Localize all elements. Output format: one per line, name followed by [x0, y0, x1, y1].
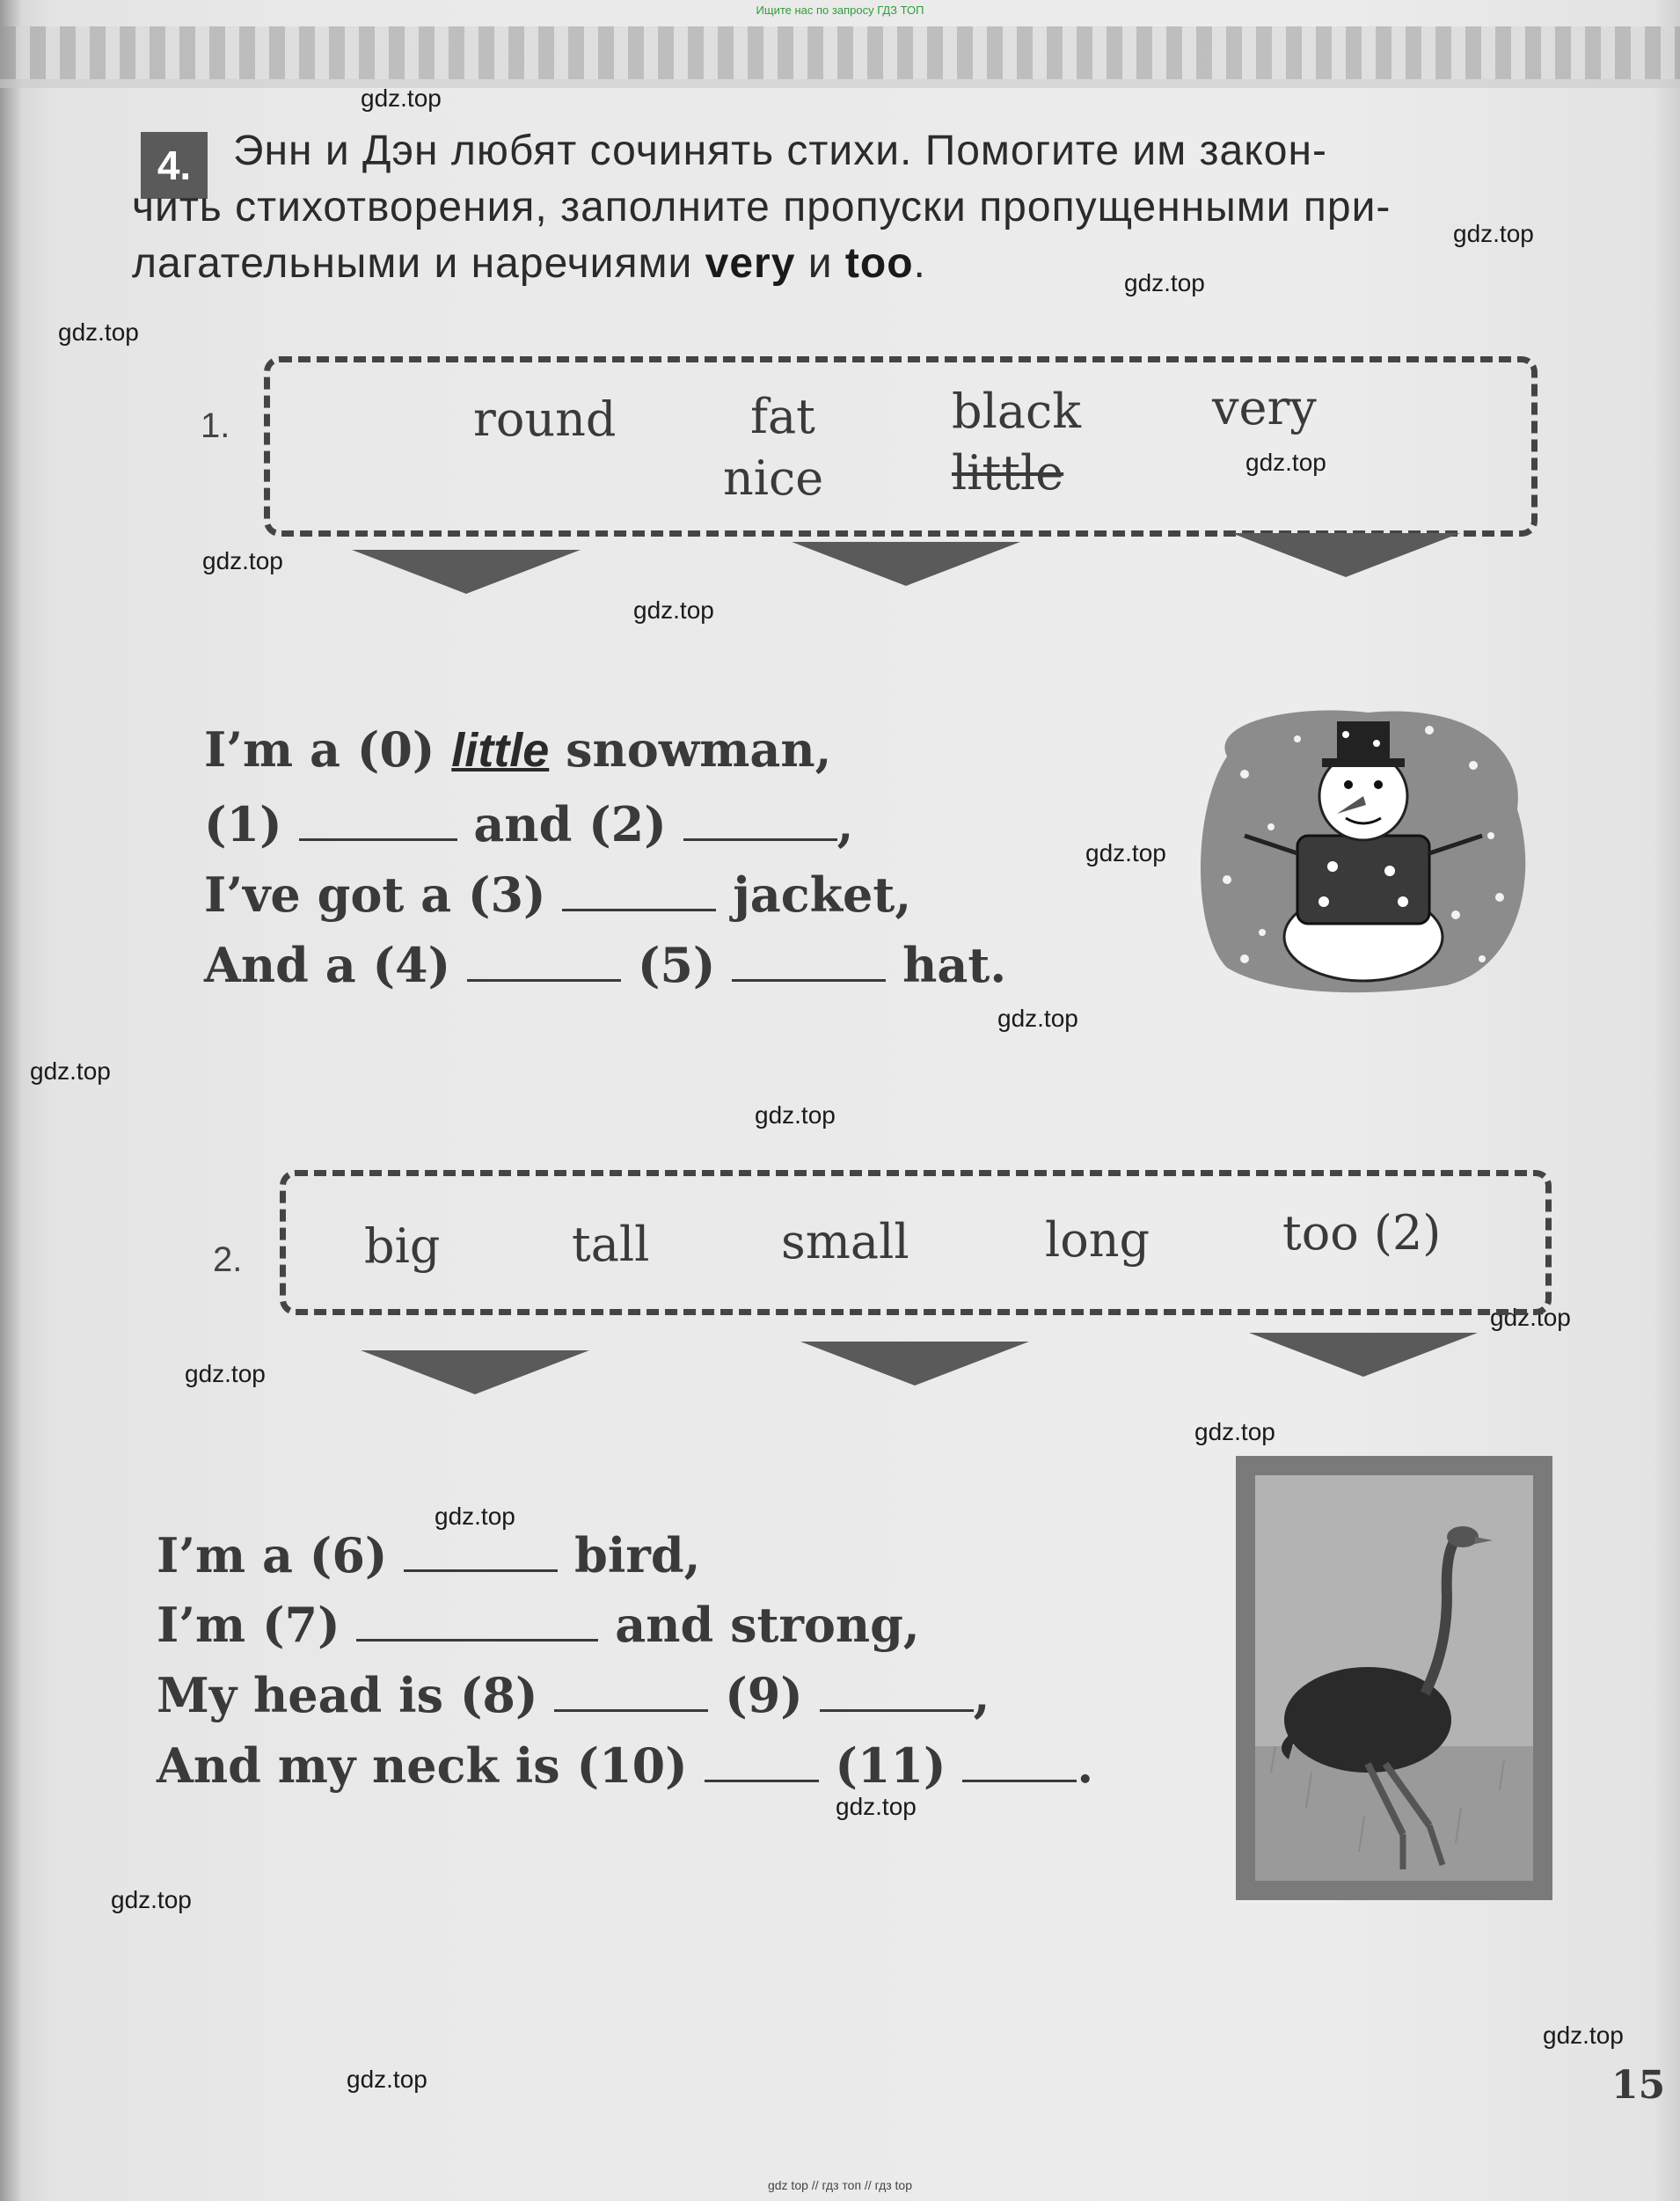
down-arrow-icon: [792, 542, 1020, 586]
task-line-1: Энн и Дэн любят сочинять стихи. Помогите им закон-: [233, 128, 1327, 174]
poem-text: And a (4): [204, 937, 451, 993]
watermark: gdz.top: [633, 596, 714, 624]
poem-1-line-4: [204, 937, 1006, 993]
task-line-3-text: лагательными и наречиями: [132, 240, 693, 287]
watermark: gdz.top: [1124, 269, 1205, 296]
task-number-badge: 4.: [141, 132, 208, 199]
poem-text: And my neck is (10): [157, 1737, 688, 1794]
answer-blank-8[interactable]: [554, 1674, 708, 1712]
watermark: gdz.top: [185, 1360, 266, 1387]
answer-blank-5[interactable]: [732, 944, 886, 982]
box-2-word: tall: [572, 1217, 650, 1272]
answer-blank-4[interactable]: [467, 944, 621, 982]
poem-text: (9): [725, 1667, 803, 1723]
footer-links[interactable]: gdz top // гдз топ // гдз top: [767, 2178, 913, 2192]
watermark: gdz.top: [1245, 449, 1326, 476]
box-1-number: 1.: [201, 406, 230, 445]
down-arrow-icon: [800, 1342, 1029, 1386]
watermark: gdz.top: [1085, 839, 1166, 867]
poem-text: bird,: [574, 1527, 701, 1583]
poem-text: I’m a (0): [204, 721, 435, 778]
box-1-crossed-word: little: [952, 445, 1064, 501]
watermark: gdz.top: [1490, 1304, 1571, 1331]
poem-text: .: [1077, 1737, 1094, 1794]
watermark: gdz.top: [30, 1057, 111, 1085]
filled-answer: little: [451, 724, 550, 777]
poem-text: and strong,: [615, 1597, 920, 1653]
box-2-word: long: [1045, 1212, 1150, 1268]
box-1-word: round: [473, 391, 617, 447]
poem-text: ,: [836, 796, 854, 852]
watermark: gdz.top: [111, 1886, 192, 1913]
task-line-3: [132, 236, 926, 292]
poem-text: and (2): [473, 796, 667, 852]
box-1-word: black: [952, 384, 1081, 439]
poem-text: I’m (7): [157, 1597, 340, 1653]
watermark: gdz.top: [361, 84, 442, 112]
poem-text: (5): [637, 937, 716, 993]
answer-blank-6[interactable]: [404, 1534, 558, 1572]
down-arrow-icon: [352, 550, 581, 594]
decorative-header-strip: [0, 26, 1680, 79]
box-2-word: too (2): [1282, 1205, 1442, 1261]
watermark: gdz.top: [347, 2066, 427, 2093]
box-1-word: fat: [750, 389, 815, 444]
watermark: gdz.top: [202, 547, 283, 574]
watermark: gdz.top: [997, 1005, 1078, 1032]
watermark: gdz.top: [836, 1793, 917, 1820]
poem-2-line-2: [157, 1597, 920, 1653]
poem-text: snowman,: [566, 721, 832, 778]
decorative-header-band: [0, 79, 1680, 88]
box-2-word: big: [364, 1218, 441, 1274]
task-line-2: чить стихотворения, заполните пропуски пропущенными при-: [132, 184, 1391, 230]
answer-blank-2[interactable]: [683, 803, 837, 841]
answer-blank-3[interactable]: [562, 874, 716, 911]
poem-text: My head is (8): [157, 1667, 538, 1723]
box-2-number: 2.: [213, 1240, 243, 1279]
page-number: 15: [1611, 2063, 1666, 2108]
watermark: gdz.top: [1543, 2022, 1624, 2049]
watermark: gdz.top: [58, 318, 139, 346]
conjunction: и: [807, 240, 833, 287]
answer-blank-9[interactable]: [820, 1674, 974, 1712]
word-box-1: [264, 356, 1538, 537]
task-line-3-period: .: [913, 240, 926, 287]
poem-text: (1): [204, 796, 282, 852]
watermark: gdz.top: [1453, 220, 1534, 247]
poem-1-line-3: [204, 867, 911, 923]
poem-1-line-1: [204, 721, 831, 778]
poem-text: jacket,: [733, 867, 912, 923]
poem-text: (11): [835, 1737, 946, 1794]
poem-text: hat.: [902, 937, 1007, 993]
poem-text: I’ve got a (3): [204, 867, 546, 923]
answer-blank-7[interactable]: [356, 1604, 598, 1642]
box-1-word: very: [1212, 380, 1317, 435]
answer-blank-11[interactable]: [962, 1744, 1077, 1782]
poem-2-line-1: [157, 1527, 700, 1583]
box-1-word: nice: [723, 450, 824, 506]
watermark: gdz.top: [1194, 1418, 1275, 1445]
answer-blank-1[interactable]: [299, 803, 457, 841]
poem-text: ,: [973, 1667, 990, 1723]
keyword-very: very: [705, 240, 796, 287]
ostrich-photo: [1236, 1456, 1552, 1900]
down-arrow-icon: [1249, 1333, 1478, 1377]
snowman-illustration: [1192, 704, 1535, 994]
box-2-word: small: [781, 1214, 909, 1269]
down-arrow-icon: [1231, 533, 1460, 577]
poem-text: I’m a (6): [157, 1527, 388, 1583]
down-arrow-icon: [361, 1350, 589, 1394]
poem-2-line-4: [157, 1737, 1093, 1794]
poem-1-line-2: [204, 796, 853, 852]
watermark: gdz.top: [755, 1101, 836, 1129]
watermark: gdz.top: [435, 1503, 515, 1530]
answer-blank-10[interactable]: [705, 1744, 819, 1782]
keyword-too: too: [844, 240, 914, 287]
poem-2-line-3: [157, 1667, 990, 1723]
top-banner[interactable]: Ищите нас по запросу ГДЗ ТОП: [756, 4, 924, 17]
